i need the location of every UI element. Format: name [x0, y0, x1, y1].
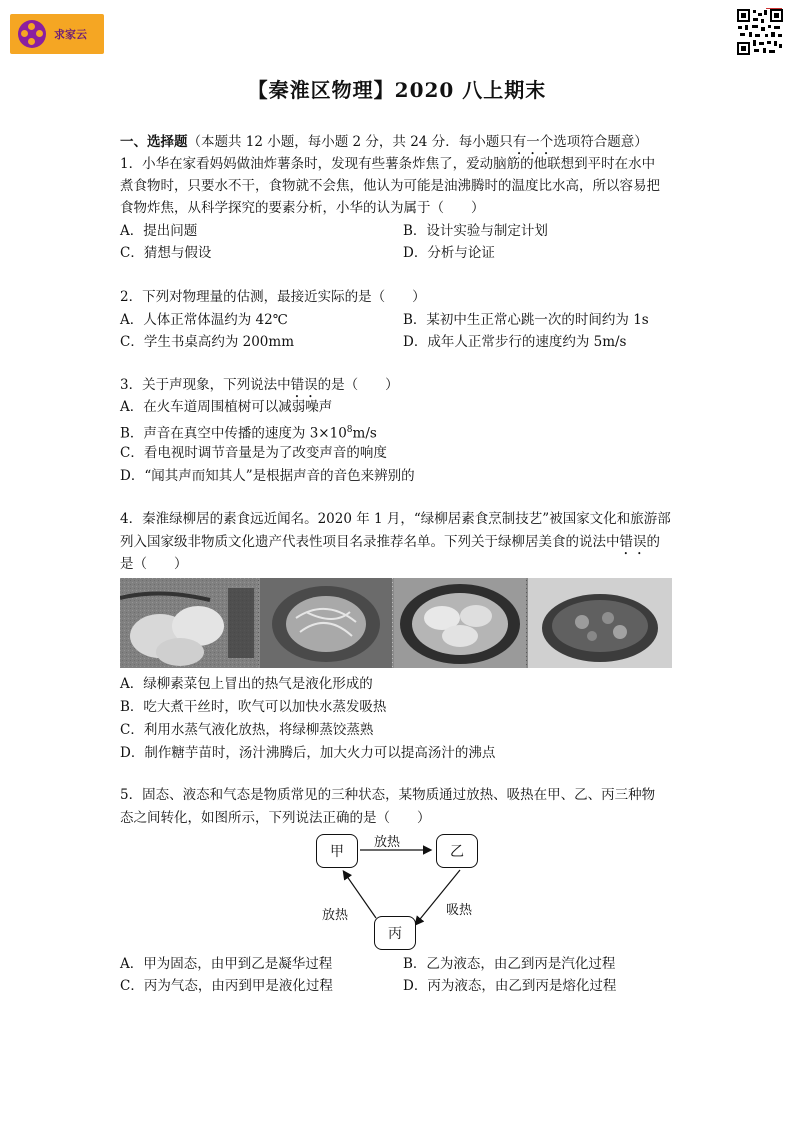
- q2-option-a: A．人体正常体温约为 42℃: [120, 312, 288, 328]
- q2-stem: 2．下列对物理量的估测，最接近实际的是（ ）: [120, 289, 426, 305]
- q3-option-a: A．在火车道周围植树可以减弱噪声: [120, 399, 333, 415]
- q3-stem-after: 的是（ ）: [317, 377, 399, 393]
- section-note-emphasis: 有一个: [512, 134, 554, 150]
- logo-text: 求家云: [54, 28, 87, 41]
- q5-option-c: C．丙为气态，由丙到甲是液化过程: [120, 978, 333, 994]
- q3-option-b-text: B．声音在真空中传播的速度为 3×10: [120, 425, 347, 442]
- q4-stem-after: 的: [646, 534, 660, 550]
- q3-option-b-exponent: 8: [346, 425, 353, 435]
- q3-stem-before: 3．关于声现象，下列说法中: [120, 377, 291, 393]
- photo-buns: [120, 578, 258, 668]
- q5-option-a: A．甲为固态，由甲到乙是凝华过程: [120, 956, 333, 972]
- section-heading-label: 一、选择题: [120, 134, 188, 150]
- q2-option-b: B．某初中生正常心跳一次的时间约为 1s: [403, 312, 649, 328]
- q5-option-b: B．乙为液态，由乙到丙是汽化过程: [403, 956, 616, 972]
- q5-option-d: D．丙为液态，由乙到丙是熔化过程: [403, 978, 617, 994]
- state-node-bing: 丙: [374, 916, 416, 950]
- q4-option-d: D．制作糖芋苗时，汤汁沸腾后，加大火力可以提高汤汁的沸点: [120, 745, 496, 761]
- q4-option-c: C．利用水蒸气液化放热，将绿柳蒸饺蒸熟: [120, 722, 374, 738]
- q1-option-d: D．分析与论证: [403, 245, 495, 261]
- section-note-before: （本题共 12 小题，每小题 2 分，共 24 分．每小题只: [187, 134, 513, 150]
- arrow-c-to-a: [344, 872, 376, 918]
- label-release-heat-top: 放热: [374, 835, 401, 850]
- q1-stem-line-1: 1．小华在家看妈妈做油炸薯条时，发现有些薯条炸焦了，爱动脑筋的他联想到平时在水中: [120, 156, 656, 172]
- q4-stem-line-1: 4．秦淮绿柳居的素食远近闻名。2020 年 1 月，“绿柳居素食烹制技艺”被国家文化和旅游部: [120, 511, 671, 527]
- state-node-yi: 乙: [436, 834, 478, 868]
- section-note-after: 选项符合题意）: [553, 134, 648, 150]
- q3-stem: [120, 377, 399, 401]
- food-photo-strip: [120, 578, 672, 668]
- q2-option-c: C．学生书桌高约为 200mm: [120, 334, 294, 350]
- q4-stem-line-2: [120, 534, 660, 558]
- section-heading: [120, 134, 648, 158]
- q4-option-b: B．吃大煮干丝时，吹气可以加快水蒸发吸热: [120, 699, 387, 715]
- q3-option-c: C．看电视时调节音量是为了改变声音的响度: [120, 445, 387, 461]
- q4-stem-emphasis: 错误: [619, 534, 647, 550]
- state-node-jia: 甲: [316, 834, 358, 868]
- q2-option-d: D．成年人正常步行的速度约为 5m/s: [403, 334, 627, 350]
- qr-code-icon: [736, 8, 784, 56]
- q5-stem-line-2: 态之间转化，如图所示，下列说法正确的是（ ）: [120, 810, 431, 826]
- q3-option-b-unit: m/s: [352, 425, 377, 442]
- q1-stem-line-3: 食物炸焦，从科学探究的要素分析，小华的认为属于（ ）: [120, 200, 485, 216]
- photo-noodles: [260, 578, 392, 668]
- label-absorb-heat: 吸热: [446, 903, 473, 918]
- q3-option-d: D．“闻其声而知其人”是根据声音的音色来辨别的: [120, 468, 415, 484]
- q4-stem-line-3: 是（ ）: [120, 556, 188, 572]
- q4-stem-before: 列入国家级非物质文化遗产代表性项目名录推荐名单。下列关于绿柳居美食的说法中: [120, 534, 620, 550]
- page-title: 【秦淮区物理】2020 八上期末: [247, 78, 547, 102]
- q1-option-a: A．提出问题: [120, 223, 198, 239]
- photo-steamed-dumplings: [394, 578, 526, 668]
- q1-option-b: B．设计实验与制定计划: [403, 223, 548, 239]
- q1-stem-line-2: 煮食物时，只要水不干，食物就不会焦，他认为可能是油沸腾时的温度比水高，所以容易把: [120, 178, 660, 194]
- brand-logo: [10, 14, 104, 54]
- q1-option-c: C．猜想与假设: [120, 245, 212, 261]
- logo-flower-icon: [18, 20, 46, 48]
- q3-stem-emphasis: 错误: [290, 377, 318, 393]
- photo-taro-dessert: [528, 578, 672, 668]
- q5-stem-line-1: 5．固态、液态和气态是物质常见的三种状态，某物质通过放热、吸热在甲、乙、丙三种物: [120, 787, 656, 803]
- q4-option-a: A．绿柳素菜包上冒出的热气是液化形成的: [120, 676, 373, 692]
- label-release-heat-left: 放热: [322, 908, 349, 923]
- q3-option-b: [120, 422, 377, 442]
